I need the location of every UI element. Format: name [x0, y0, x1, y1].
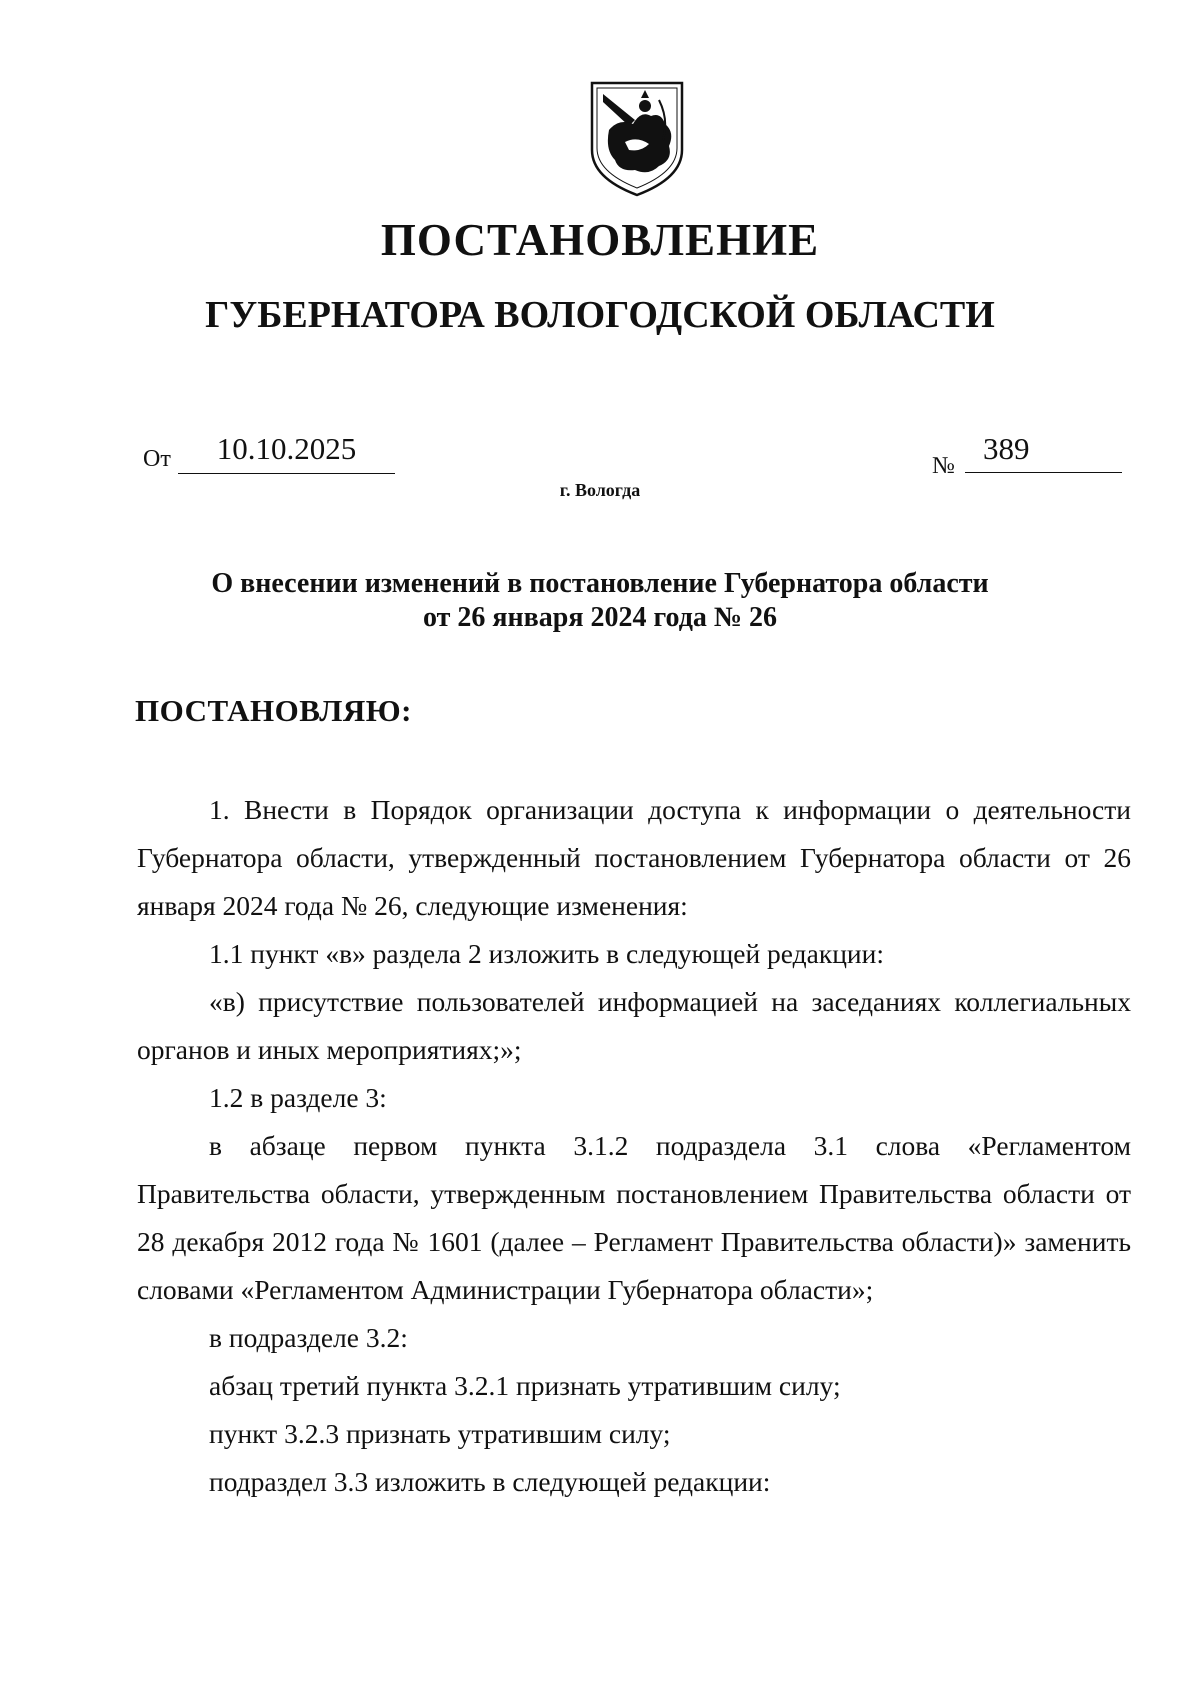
paragraph: абзац третий пункта 3.2.1 признать утратившим силу;: [209, 1370, 841, 1401]
document-date: 10.10.2025: [178, 425, 395, 474]
vologda-coat-of-arms-icon: [589, 80, 685, 198]
document-subject: [0, 567, 1200, 635]
subject-line-2: от 26 января 2024 года № 26: [422, 602, 778, 633]
city-label: г. Вологда: [559, 480, 641, 500]
paragraph: в абзаце первом пункта 3.1.2 подраздела 3.1 слова «Регламентом Правительства области, утвержденным постановлением Правительства области от 28 декабря 2012 года № 1601 (далее – Регламент Правительства области)» заменить словами «Регламентом Администрации Губернатора области»;: [137, 1130, 1131, 1305]
date-label: От: [143, 446, 171, 472]
paragraph: в подразделе 3.2:: [209, 1322, 408, 1353]
document-number: 389: [965, 425, 1122, 473]
paragraph: «в) присутствие пользователей информацией на заседаниях коллегиальных органов и иных мероприятиях;»;: [137, 986, 1131, 1065]
document-title: ПОСТАНОВЛЕНИЕ: [380, 215, 820, 265]
number-label: №: [932, 453, 955, 479]
paragraph: 1.1 пункт «в» раздела 2 изложить в следующей редакции:: [209, 938, 884, 969]
resolution-heading: ПОСТАНОВЛЯЮ:: [135, 693, 412, 728]
document-body: [137, 786, 1131, 1506]
document-issuer: ГУБЕРНАТОРА ВОЛОГОДСКОЙ ОБЛАСТИ: [205, 294, 995, 336]
paragraph: 1.2 в разделе 3:: [209, 1082, 387, 1113]
subject-line-1: О внесении изменений в постановление Губернатора области: [211, 568, 989, 599]
paragraph: подраздел 3.3 изложить в следующей редакции:: [209, 1466, 771, 1497]
paragraph: пункт 3.2.3 признать утратившим силу;: [209, 1418, 671, 1449]
paragraph: 1. Внести в Порядок организации доступа к информации о деятельности Губернатора области, утвержденный постановлением Губернатора области от 26 января 2024 года № 26, следующие изменения:: [137, 794, 1131, 921]
